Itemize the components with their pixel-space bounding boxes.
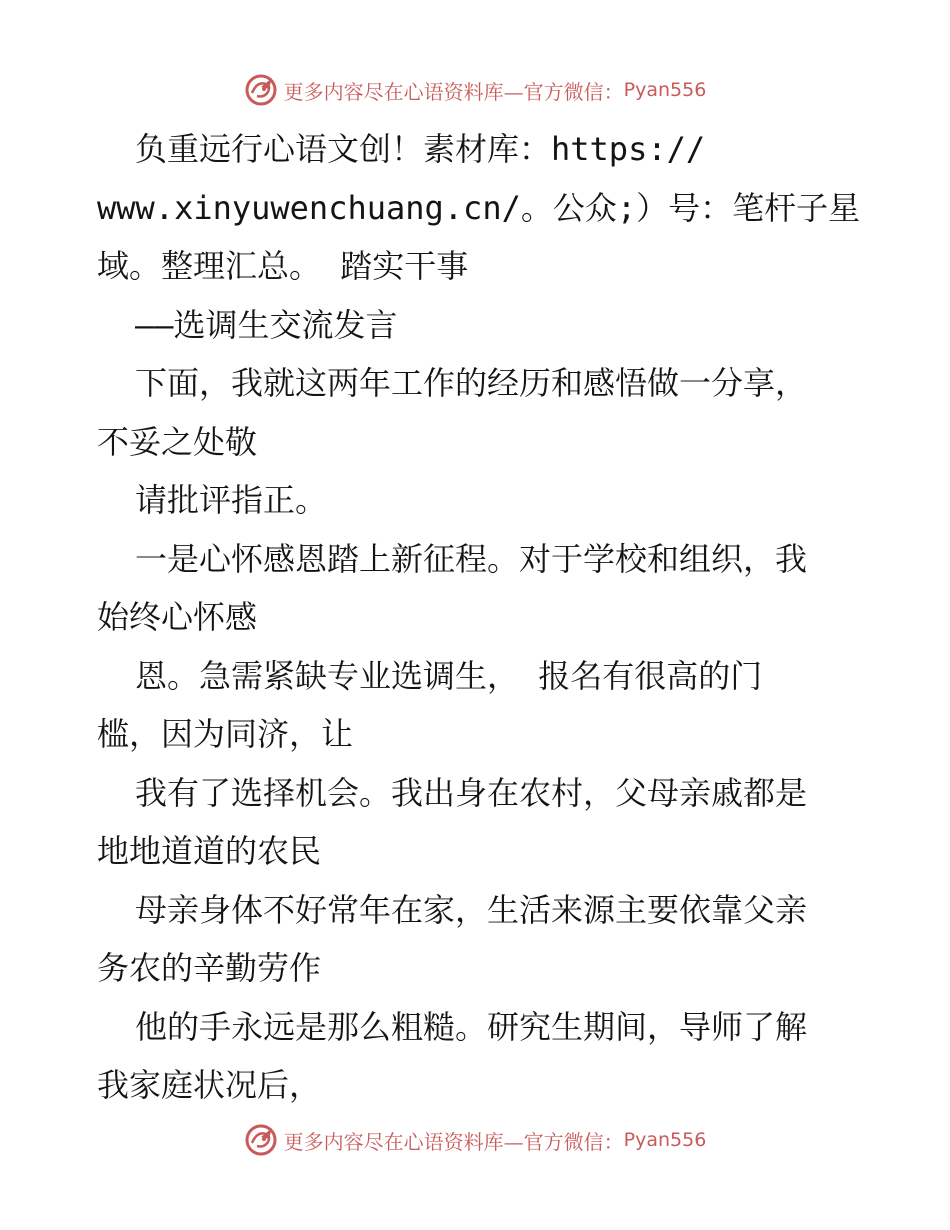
header-watermark [0, 70, 950, 110]
text-line: 始终心怀感 [97, 598, 258, 636]
text-line: 域。整理汇总。 踏实干事 [97, 247, 469, 285]
text-line: 务农的辛勤劳作 [97, 949, 322, 987]
text-line: 负重远行心语文创！素材库：https:// [135, 130, 706, 168]
dragon-seal-icon [244, 73, 278, 107]
text-line: 一是心怀感恩踏上新征程。对于学校和组织，我 [135, 539, 808, 578]
text-line: 地地道道的农民 [97, 832, 322, 870]
text-line: 不妥之处敬 [97, 422, 258, 461]
watermark-text: 更多内容尽在心语资料库—官方微信： [283, 79, 624, 104]
watermark-wechat-id: Pyan556 [623, 79, 707, 101]
text-line: 我有了选择机会。我出身在农村，父母亲戚都是 [135, 773, 808, 812]
footer-watermark [0, 1120, 950, 1160]
text-line: 请批评指正。 [135, 481, 328, 519]
text-line: www.xinyuwenchuang.cn/。公众;）号：笔杆子星 [97, 188, 861, 227]
text-line: 恩。急需紧缺专业选调生， 报名有很高的门 [135, 656, 763, 695]
dragon-seal-icon [244, 1123, 278, 1157]
watermark-text: 更多内容尽在心语资料库—官方微信： [283, 1129, 624, 1154]
text-line: 槛，因为同济，让 [97, 715, 354, 753]
text-line: 母亲身体不好常年在家，生活来源主要依靠父亲 [135, 890, 808, 929]
text-line: 我家庭状况后， [97, 1066, 322, 1104]
watermark-wechat-id: Pyan556 [623, 1129, 707, 1151]
text-line: 他的手永远是那么粗糙。研究生期间，导师了解 [135, 1007, 808, 1046]
document-body [97, 120, 861, 1115]
text-line: 下面，我就这两年工作的经历和感悟做一分享， [135, 364, 808, 402]
text-line: ——选调生交流发言 [135, 305, 398, 344]
